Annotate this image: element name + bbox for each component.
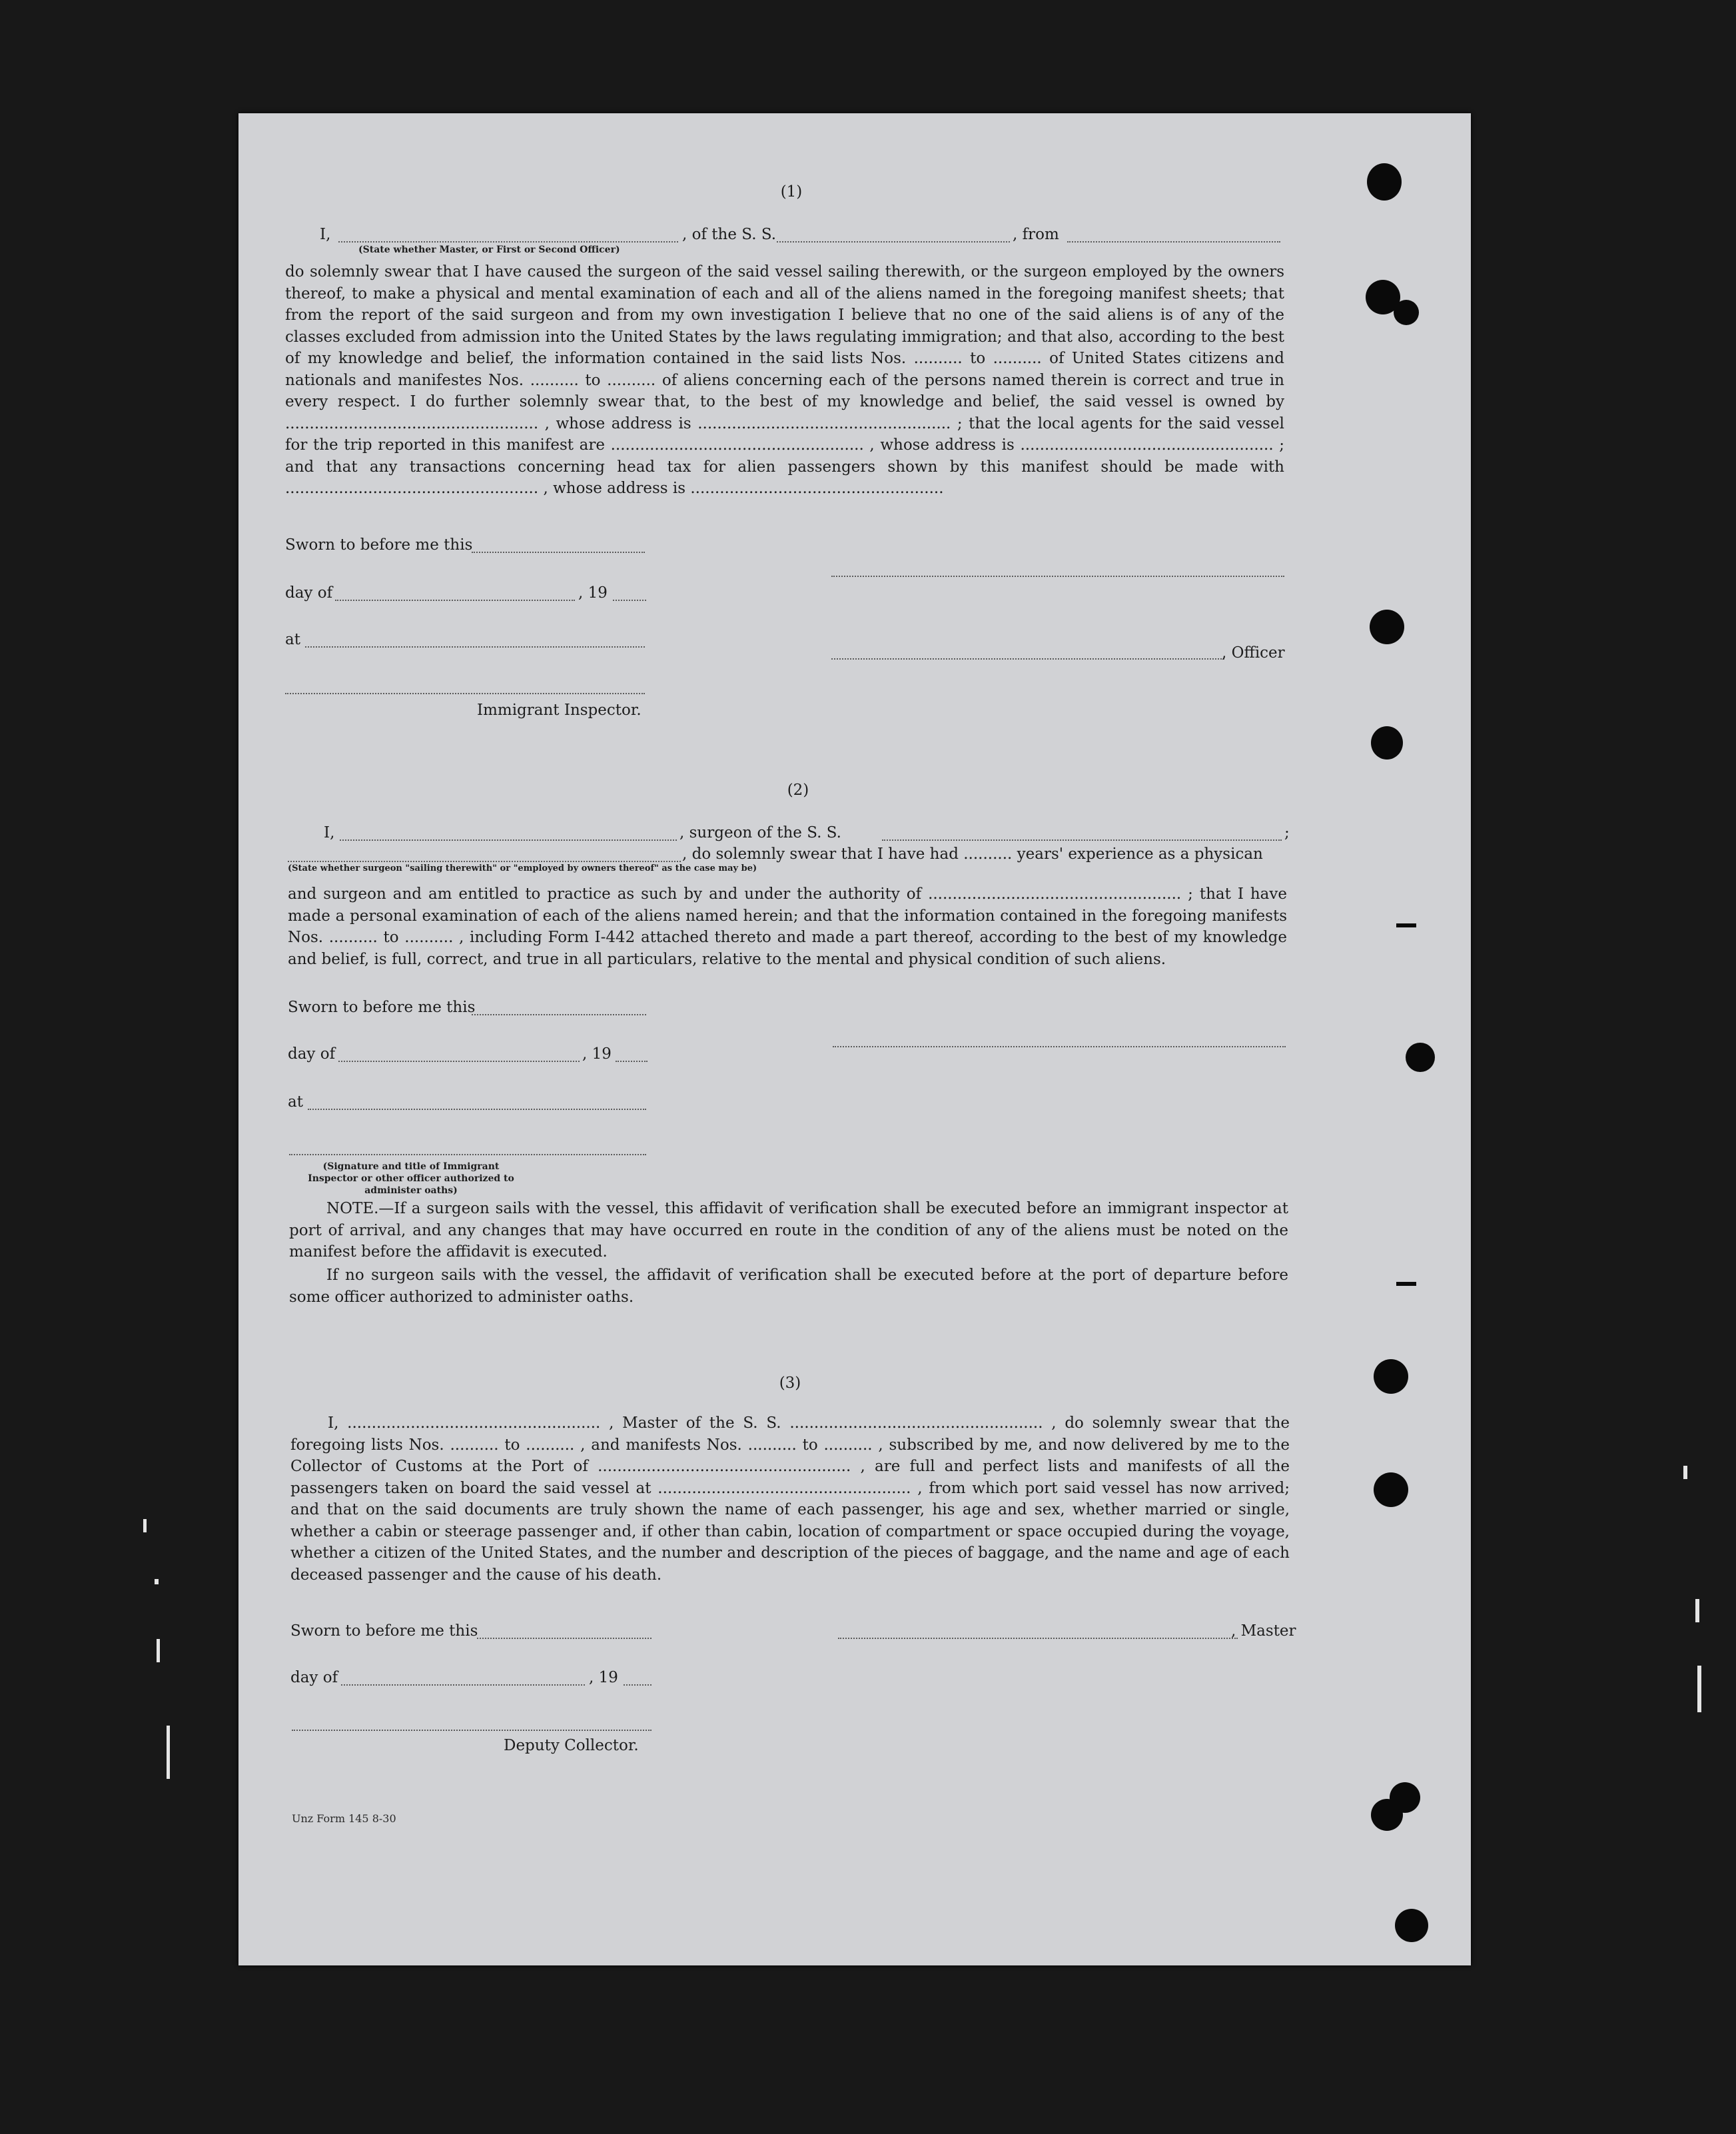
deputy-collector-label: Deputy Collector. xyxy=(504,1737,639,1754)
day-of-label: day of xyxy=(285,584,333,602)
year-line xyxy=(624,1684,651,1686)
form-page xyxy=(238,113,1471,1965)
surgeon-status-line xyxy=(288,861,681,862)
surgeon-name-line xyxy=(340,839,677,841)
surgeon-of-label: , surgeon of the S. S. xyxy=(679,824,841,841)
year-line xyxy=(613,600,646,601)
from-port-line xyxy=(1067,241,1280,243)
signature-line xyxy=(831,576,1284,577)
punch-hole xyxy=(1371,726,1403,760)
inspector-signature-line xyxy=(285,693,645,694)
section-1-heading: (1) xyxy=(780,183,803,201)
sworn-date-line xyxy=(472,552,645,553)
punch-hole xyxy=(1395,1909,1428,1942)
section-1-oath-text: do solemnly swear that I have caused the surgeon of the said vessel sailing therewith, or the surgeon employed by the owners thereof, to make a physical and mental examination of each and all of the aliens named in the foregoing manifest sheets; that from the report of the said surgeon and from my own investigation I believe that no one of the said aliens is of any of the classes excluded from admission into the United States by the laws regulating immigration; and that also, according to the best of my knowledge and belief, the information contained in the said lists Nos. .......... to .......... of United States citizens and nationals and manifestes Nos. .......... to .......... of aliens concerning each of the persons named therein is correct and true in every respect. I do further solemnly swear that, to the best of my knowledge and belief, the said vessel is owned by .................................................... , whose address is .................................................... ; that the local agents for the said vessel for the trip reported in this manifest are .................................................... , whose address is .................................................... ; and that any transactions concerning head tax for alien passengers shown by this manifest should be made with .................................................... , whose address is .................................................... xyxy=(285,263,1284,497)
sworn-label: Sworn to before me this xyxy=(285,536,473,554)
at-place-line xyxy=(305,646,645,648)
officer-name-line xyxy=(338,241,678,243)
film-edge-mark xyxy=(1697,1666,1701,1712)
vessel-name-line xyxy=(777,241,1010,243)
signature-caption: (Signature and title of Immigrant Inspector or other officer authorized to administer oaths) xyxy=(308,1161,514,1196)
film-edge-mark xyxy=(143,1519,147,1532)
i-label: I, xyxy=(324,824,335,841)
note-text: NOTE.—If a surgeon sails with the vessel, this affidavit of verification shall be executed before an immigrant inspector at port of arrival, and any changes that may have occurred en route in the condition of any of the aliens must be noted on the manifest before the affidavit is executed. xyxy=(289,1200,1288,1261)
inspector-signature-line xyxy=(289,1154,646,1155)
punch-dash xyxy=(1396,1282,1416,1286)
punch-dash xyxy=(1396,923,1416,927)
film-edge-mark xyxy=(167,1726,170,1779)
at-label: at xyxy=(285,631,300,648)
surgeon-status-caption: (State whether surgeon "sailing therewith" or "employed by owners thereof" as the case may be) xyxy=(288,863,757,873)
year-label: , 19 xyxy=(578,584,608,602)
film-edge-mark xyxy=(157,1639,160,1662)
sworn-label: Sworn to before me this xyxy=(290,1622,478,1640)
of-ss-label: , of the S. S. xyxy=(682,226,777,243)
punch-hole xyxy=(1370,610,1404,644)
day-of-label: day of xyxy=(288,1045,336,1063)
i-label: I, xyxy=(320,226,331,243)
section-2-heading: (2) xyxy=(787,782,809,799)
film-edge-mark xyxy=(1683,1466,1687,1479)
day-of-line xyxy=(341,1684,585,1686)
at-label: at xyxy=(288,1093,303,1111)
year-line xyxy=(616,1061,648,1062)
film-edge-mark xyxy=(155,1579,159,1584)
day-of-label: day of xyxy=(290,1669,338,1686)
punch-hole xyxy=(1406,1043,1435,1072)
punch-hole xyxy=(1394,300,1419,325)
semicolon: ; xyxy=(1284,824,1290,841)
day-of-line xyxy=(338,1061,580,1062)
master-label: , Master xyxy=(1231,1622,1296,1640)
surgeon-signature-line xyxy=(833,1046,1286,1047)
title-caption: (State whether Master, or First or Second Officer) xyxy=(358,245,620,255)
section-3-oath-text: I, .................................................... , Master of the S. S. .................................................... , do solemnly swear that the foregoing lists Nos. .......... to .......... , and manifests Nos. .......... to .......... , subscribed by me, and now delivered by me to the Collector of Customs at the Port of .................................................... , are full and perfect lists and manifests of all the passengers taken on board the said vessel at .................................................... , from which port said vessel has now arrived; and that on the said documents are truly shown the name of each passenger, his age and sex, whether married or single, whether a cabin or steerage passenger and, if other than cabin, location of compartment or space occupied during the voyage, whether a citizen of the United States, and the number and description of the pieces of baggage, and the name and age of each deceased passenger and the cause of his death. xyxy=(290,1414,1290,1584)
film-edge-mark xyxy=(1695,1599,1699,1622)
inspector-label: Immigrant Inspector. xyxy=(477,702,642,719)
punch-hole xyxy=(1374,1472,1408,1507)
master-signature-line xyxy=(838,1638,1238,1639)
sworn-date-line xyxy=(477,1638,651,1639)
punch-hole xyxy=(1367,163,1402,201)
day-of-line xyxy=(335,600,575,601)
from-label: , from xyxy=(1013,226,1059,243)
officer-label: , Officer xyxy=(1222,644,1285,662)
punch-hole xyxy=(1371,1799,1403,1831)
sworn-label: Sworn to before me this xyxy=(288,999,476,1016)
section-2-oath-text: and surgeon and am entitled to practice as such by and under the authority of .................................................... ; that I have made a personal examination of each of the aliens named herein; and that the information contained in the foregoing manifests Nos. .......... to .......... , including Form I-442 attached thereto and made a part thereof, according to the best of my knowledge and belief, is full, correct, and true in all particulars, relative to the mental and physical condition of such aliens. xyxy=(288,885,1287,968)
surgeon-vessel-line xyxy=(882,839,1282,841)
punch-hole xyxy=(1374,1359,1408,1394)
officer-signature-line xyxy=(831,658,1224,660)
sworn-date-line xyxy=(472,1014,646,1015)
section-3-heading: (3) xyxy=(779,1374,801,1392)
year-label: , 19 xyxy=(589,1669,618,1686)
swear-line-text: , do solemnly swear that I have had .......... years' experience as a physican xyxy=(682,845,1263,863)
year-label: , 19 xyxy=(582,1045,612,1063)
deputy-signature-line xyxy=(292,1730,651,1731)
note-text-2: If no surgeon sails with the vessel, the affidavit of verification shall be executed before at the port of departure before some officer authorized to administer oaths. xyxy=(289,1267,1288,1306)
form-number: Unz Form 145 8-30 xyxy=(292,1812,396,1825)
at-place-line xyxy=(308,1109,646,1110)
